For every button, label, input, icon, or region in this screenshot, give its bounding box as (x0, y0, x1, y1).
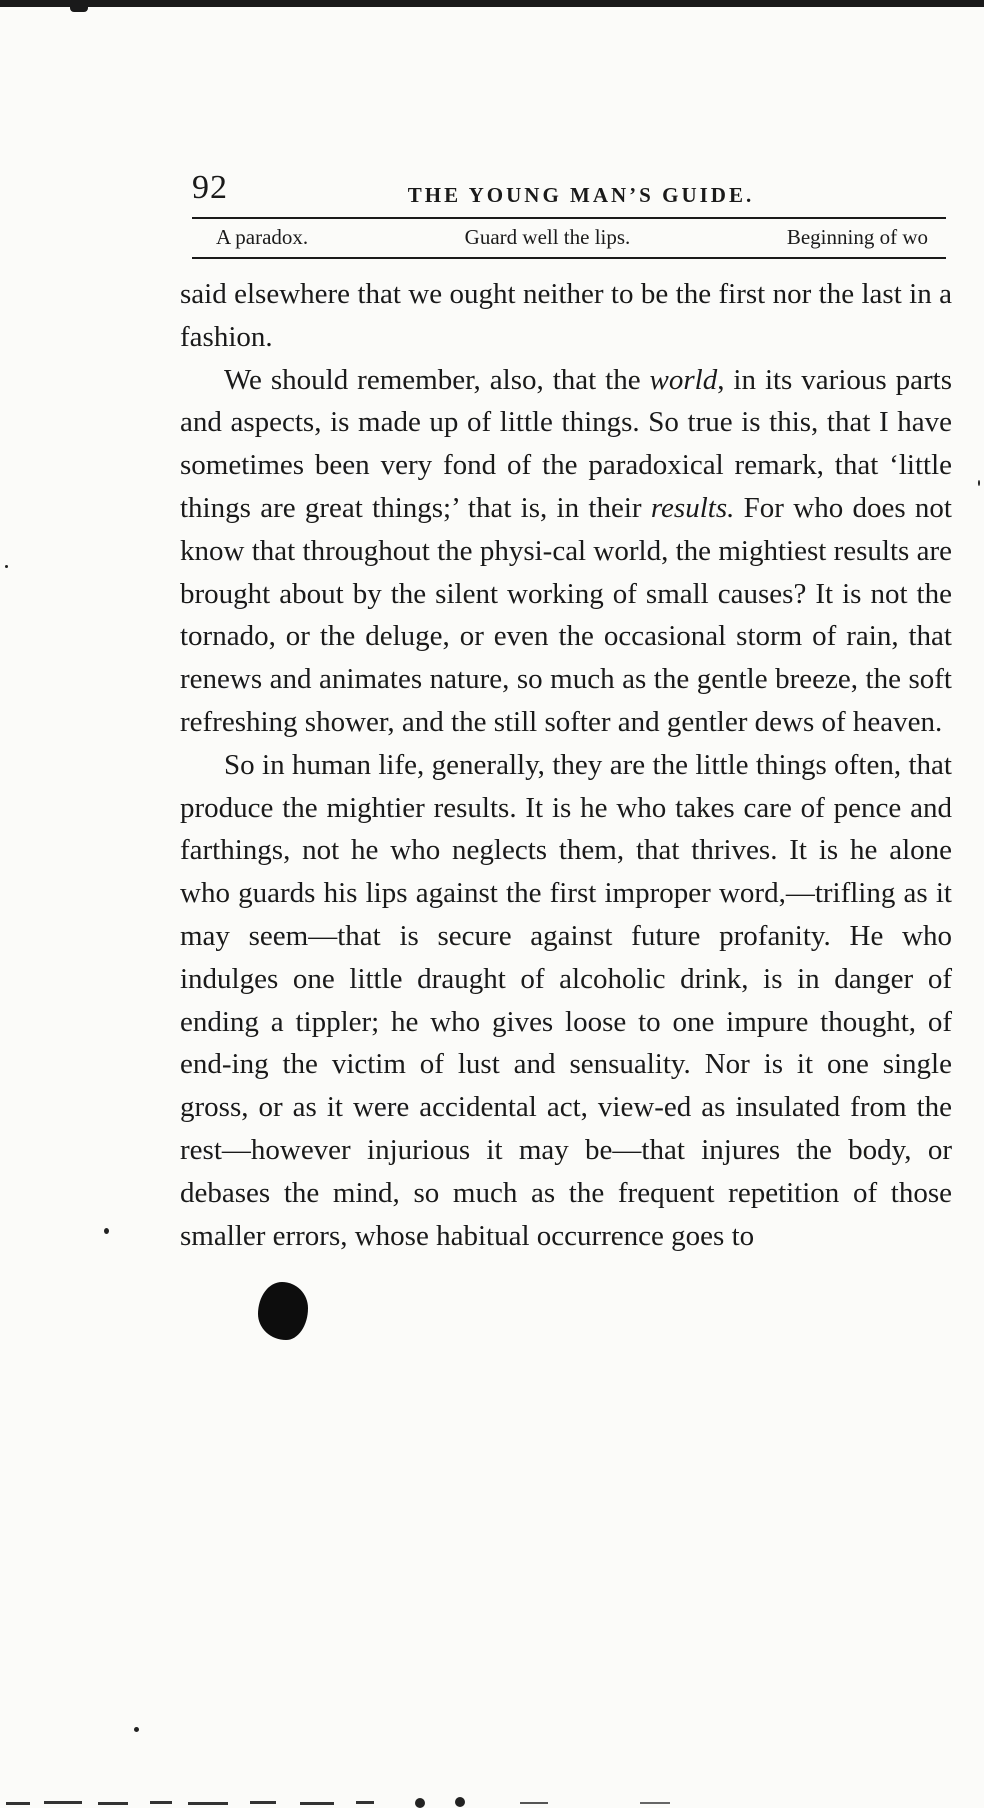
top-edge-rule (0, 0, 984, 7)
paragraph (180, 273, 952, 359)
bottom-edge-marks (0, 1796, 984, 1808)
text-run: We should remember, also, that the (224, 363, 650, 396)
topic-guard-lips: Guard well the lips. (464, 225, 631, 249)
text-run: For who does not know that throughout the physi-cal world, the mightiest results are brought about by the silent working of small causes? It is not the tornado, or the deluge, or even the occasional storm of rain, that renews and animates nature, so much as the gentle breeze, the soft refreshing shower, and the still softer and gentler dews of heaven. (180, 491, 952, 738)
top-edge-notch (70, 5, 88, 12)
running-title: THE YOUNG MAN’S GUIDE. (407, 183, 755, 207)
italic-text: world (649, 363, 718, 396)
paper-speck (134, 1727, 139, 1732)
paper-speck (5, 565, 8, 568)
topic-beginning: Beginning of wo (786, 225, 928, 249)
text-run: , in its various parts and aspects, is made up of little things. So true is this, that I have sometimes been very fond of the paradoxical remark, that ‘little things are great things;’ that is, in their (180, 363, 953, 524)
body-text (180, 273, 952, 1257)
italic-text: results. (650, 491, 735, 524)
topic-paradox: A paradox. (216, 225, 309, 249)
paper-speck (104, 1228, 109, 1234)
topic-rule (192, 257, 946, 259)
paragraph (180, 359, 952, 744)
ink-blot (258, 1282, 308, 1340)
paper-speck (978, 480, 980, 486)
book-page (180, 165, 952, 1257)
running-head (180, 165, 952, 215)
text-run: So in human life, generally, they are the little things often, that produce the mightier results. It is he who takes care of pence and farthings, not he who neglects them, that thrives. It is he alone who guards his lips against the first improper word,—trifling as it may seem—that is secure against future profanity. He who indulges one little draught of alcoholic drink, is in danger of ending a tippler; he who gives loose to one impure thought, of end-ing the victim of lust and sensuality. Nor is it one single gross, or as it were accidental act, view-ed as insulated from the rest—however injurious it may be—that injures the body, or debases the mind, so much as the frequent repetition of those smaller errors, whose habitual occurrence goes to (180, 748, 952, 1252)
text-run: said elsewhere that we ought neither to be the first nor the last in a fashion. (180, 278, 952, 353)
page-number: 92 (192, 169, 228, 206)
paragraph (180, 744, 952, 1258)
topic-line (180, 219, 952, 257)
